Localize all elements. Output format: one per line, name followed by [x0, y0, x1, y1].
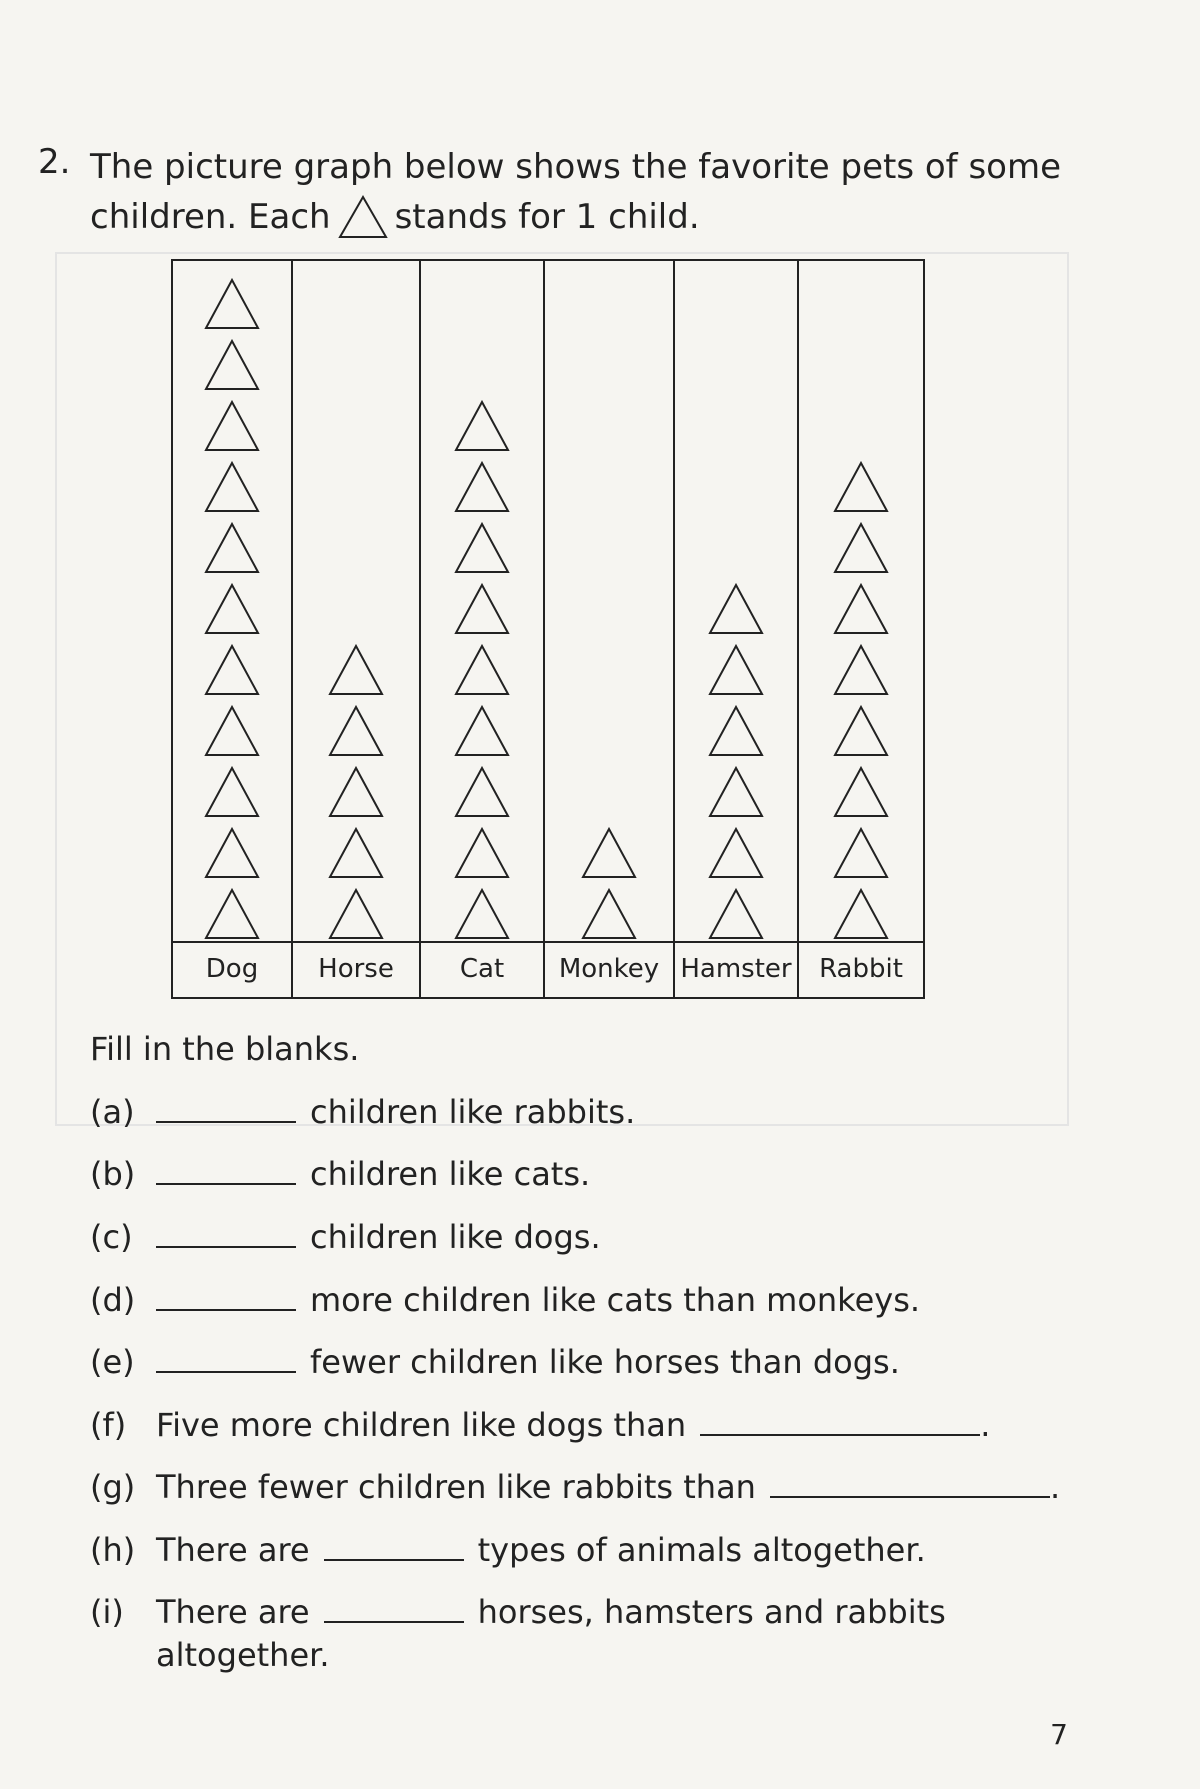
item-text: fewer children like horses than dogs. — [310, 1343, 900, 1381]
graph-column-hamster — [675, 261, 799, 997]
answer-blank-g[interactable] — [770, 1472, 1050, 1498]
graph-column-horse — [293, 261, 421, 997]
triangle-icon — [327, 887, 385, 941]
symbol-stack — [799, 453, 923, 941]
triangle-icon — [203, 765, 261, 819]
triangle-icon — [203, 643, 261, 697]
item-b — [90, 1155, 590, 1193]
triangle-icon — [203, 521, 261, 575]
triangle-icon — [453, 643, 511, 697]
graph-column-dog — [173, 261, 293, 997]
triangle-icon — [832, 643, 890, 697]
triangle-icon — [453, 887, 511, 941]
answer-blank-e[interactable] — [156, 1347, 296, 1373]
triangle-icon — [453, 765, 511, 819]
item-text: more children like cats than monkeys. — [310, 1281, 921, 1319]
triangle-icon — [453, 399, 511, 453]
item-text: children like dogs. — [310, 1218, 601, 1256]
triangle-icon — [327, 826, 385, 880]
triangle-icon — [327, 765, 385, 819]
item-i-line2 — [156, 1636, 330, 1674]
triangle-icon — [580, 887, 638, 941]
symbol-stack — [421, 392, 543, 941]
item-a — [90, 1093, 635, 1131]
item-e — [90, 1343, 900, 1381]
category-label: Dog — [173, 941, 291, 997]
triangle-icon — [453, 826, 511, 880]
item-h — [90, 1531, 926, 1569]
graph-column-rabbit — [799, 261, 923, 997]
triangle-icon — [832, 582, 890, 636]
triangle-icon — [203, 704, 261, 758]
graph-column-monkey — [545, 261, 675, 997]
item-i — [90, 1593, 946, 1631]
triangle-icon — [832, 887, 890, 941]
item-text-before: There are — [156, 1531, 310, 1569]
item-tag: (i) — [90, 1593, 124, 1631]
symbol-stack — [173, 270, 291, 941]
triangle-icon — [203, 338, 261, 392]
symbol-stack — [675, 575, 797, 941]
triangle-icon — [832, 521, 890, 575]
item-text-line2: altogether. — [156, 1636, 330, 1674]
triangle-icon — [832, 704, 890, 758]
triangle-icon — [327, 643, 385, 697]
triangle-icon — [832, 826, 890, 880]
item-d — [90, 1281, 920, 1319]
answer-blank-a[interactable] — [156, 1097, 296, 1123]
question-line-2-after: stands for 1 child. — [394, 197, 700, 237]
triangle-icon — [707, 643, 765, 697]
triangle-icon — [327, 704, 385, 758]
symbol-stack — [293, 636, 419, 941]
triangle-icon — [707, 765, 765, 819]
question-line-2-before: children. Each — [90, 197, 331, 237]
item-tag: (h) — [90, 1531, 136, 1569]
item-text-before: There are — [156, 1593, 310, 1631]
item-end: . — [980, 1406, 991, 1444]
triangle-icon — [203, 826, 261, 880]
item-f — [90, 1406, 990, 1444]
item-tag: (g) — [90, 1468, 136, 1506]
triangle-icon — [832, 460, 890, 514]
category-label: Cat — [421, 941, 543, 997]
graph-column-cat — [421, 261, 545, 997]
picture-graph — [171, 259, 925, 999]
item-text: children like rabbits. — [310, 1093, 636, 1131]
triangle-icon — [453, 704, 511, 758]
item-text: Five more children like dogs than — [156, 1406, 687, 1444]
triangle-icon — [203, 460, 261, 514]
triangle-icon — [707, 582, 765, 636]
triangle-icon — [453, 460, 511, 514]
question-line-2 — [90, 192, 1090, 242]
question-line-1: The picture graph below shows the favorite pets of some — [90, 147, 1061, 187]
triangle-icon — [203, 399, 261, 453]
answer-blank-b[interactable] — [156, 1159, 296, 1185]
item-tag: (d) — [90, 1281, 136, 1319]
item-tag: (f) — [90, 1406, 127, 1444]
page-number: 7 — [1050, 1718, 1068, 1751]
triangle-icon — [707, 704, 765, 758]
triangle-icon — [453, 582, 511, 636]
answer-blank-c[interactable] — [156, 1222, 296, 1248]
item-tag: (c) — [90, 1218, 133, 1256]
answer-blank-d[interactable] — [156, 1285, 296, 1311]
fill-in-title: Fill in the blanks. — [90, 1030, 360, 1068]
triangle-icon — [203, 582, 261, 636]
answer-blank-f[interactable] — [700, 1410, 980, 1436]
question-text — [90, 142, 1090, 242]
item-text: Three fewer children like rabbits than — [156, 1468, 756, 1506]
category-label: Hamster — [675, 941, 797, 997]
triangle-icon — [203, 277, 261, 331]
category-label: Horse — [293, 941, 419, 997]
triangle-icon — [707, 826, 765, 880]
triangle-icon — [337, 194, 389, 240]
item-tag: (e) — [90, 1343, 135, 1381]
answer-blank-h[interactable] — [324, 1535, 464, 1561]
question-number: 2. — [38, 142, 71, 182]
category-label: Rabbit — [799, 941, 923, 997]
item-tag: (b) — [90, 1155, 136, 1193]
item-g — [90, 1468, 1060, 1506]
item-c — [90, 1218, 601, 1256]
answer-blank-i[interactable] — [324, 1597, 464, 1623]
item-end: . — [1049, 1468, 1061, 1506]
symbol-stack — [545, 819, 673, 941]
triangle-icon — [580, 826, 638, 880]
triangle-icon — [832, 765, 890, 819]
triangle-icon — [453, 521, 511, 575]
category-label: Monkey — [545, 941, 673, 997]
item-tag: (a) — [90, 1093, 135, 1131]
triangle-icon — [707, 887, 765, 941]
item-text-after: horses, hamsters and rabbits — [477, 1593, 946, 1631]
triangle-icon — [203, 887, 261, 941]
item-text-after: types of animals altogether. — [477, 1531, 926, 1569]
item-text: children like cats. — [310, 1155, 591, 1193]
